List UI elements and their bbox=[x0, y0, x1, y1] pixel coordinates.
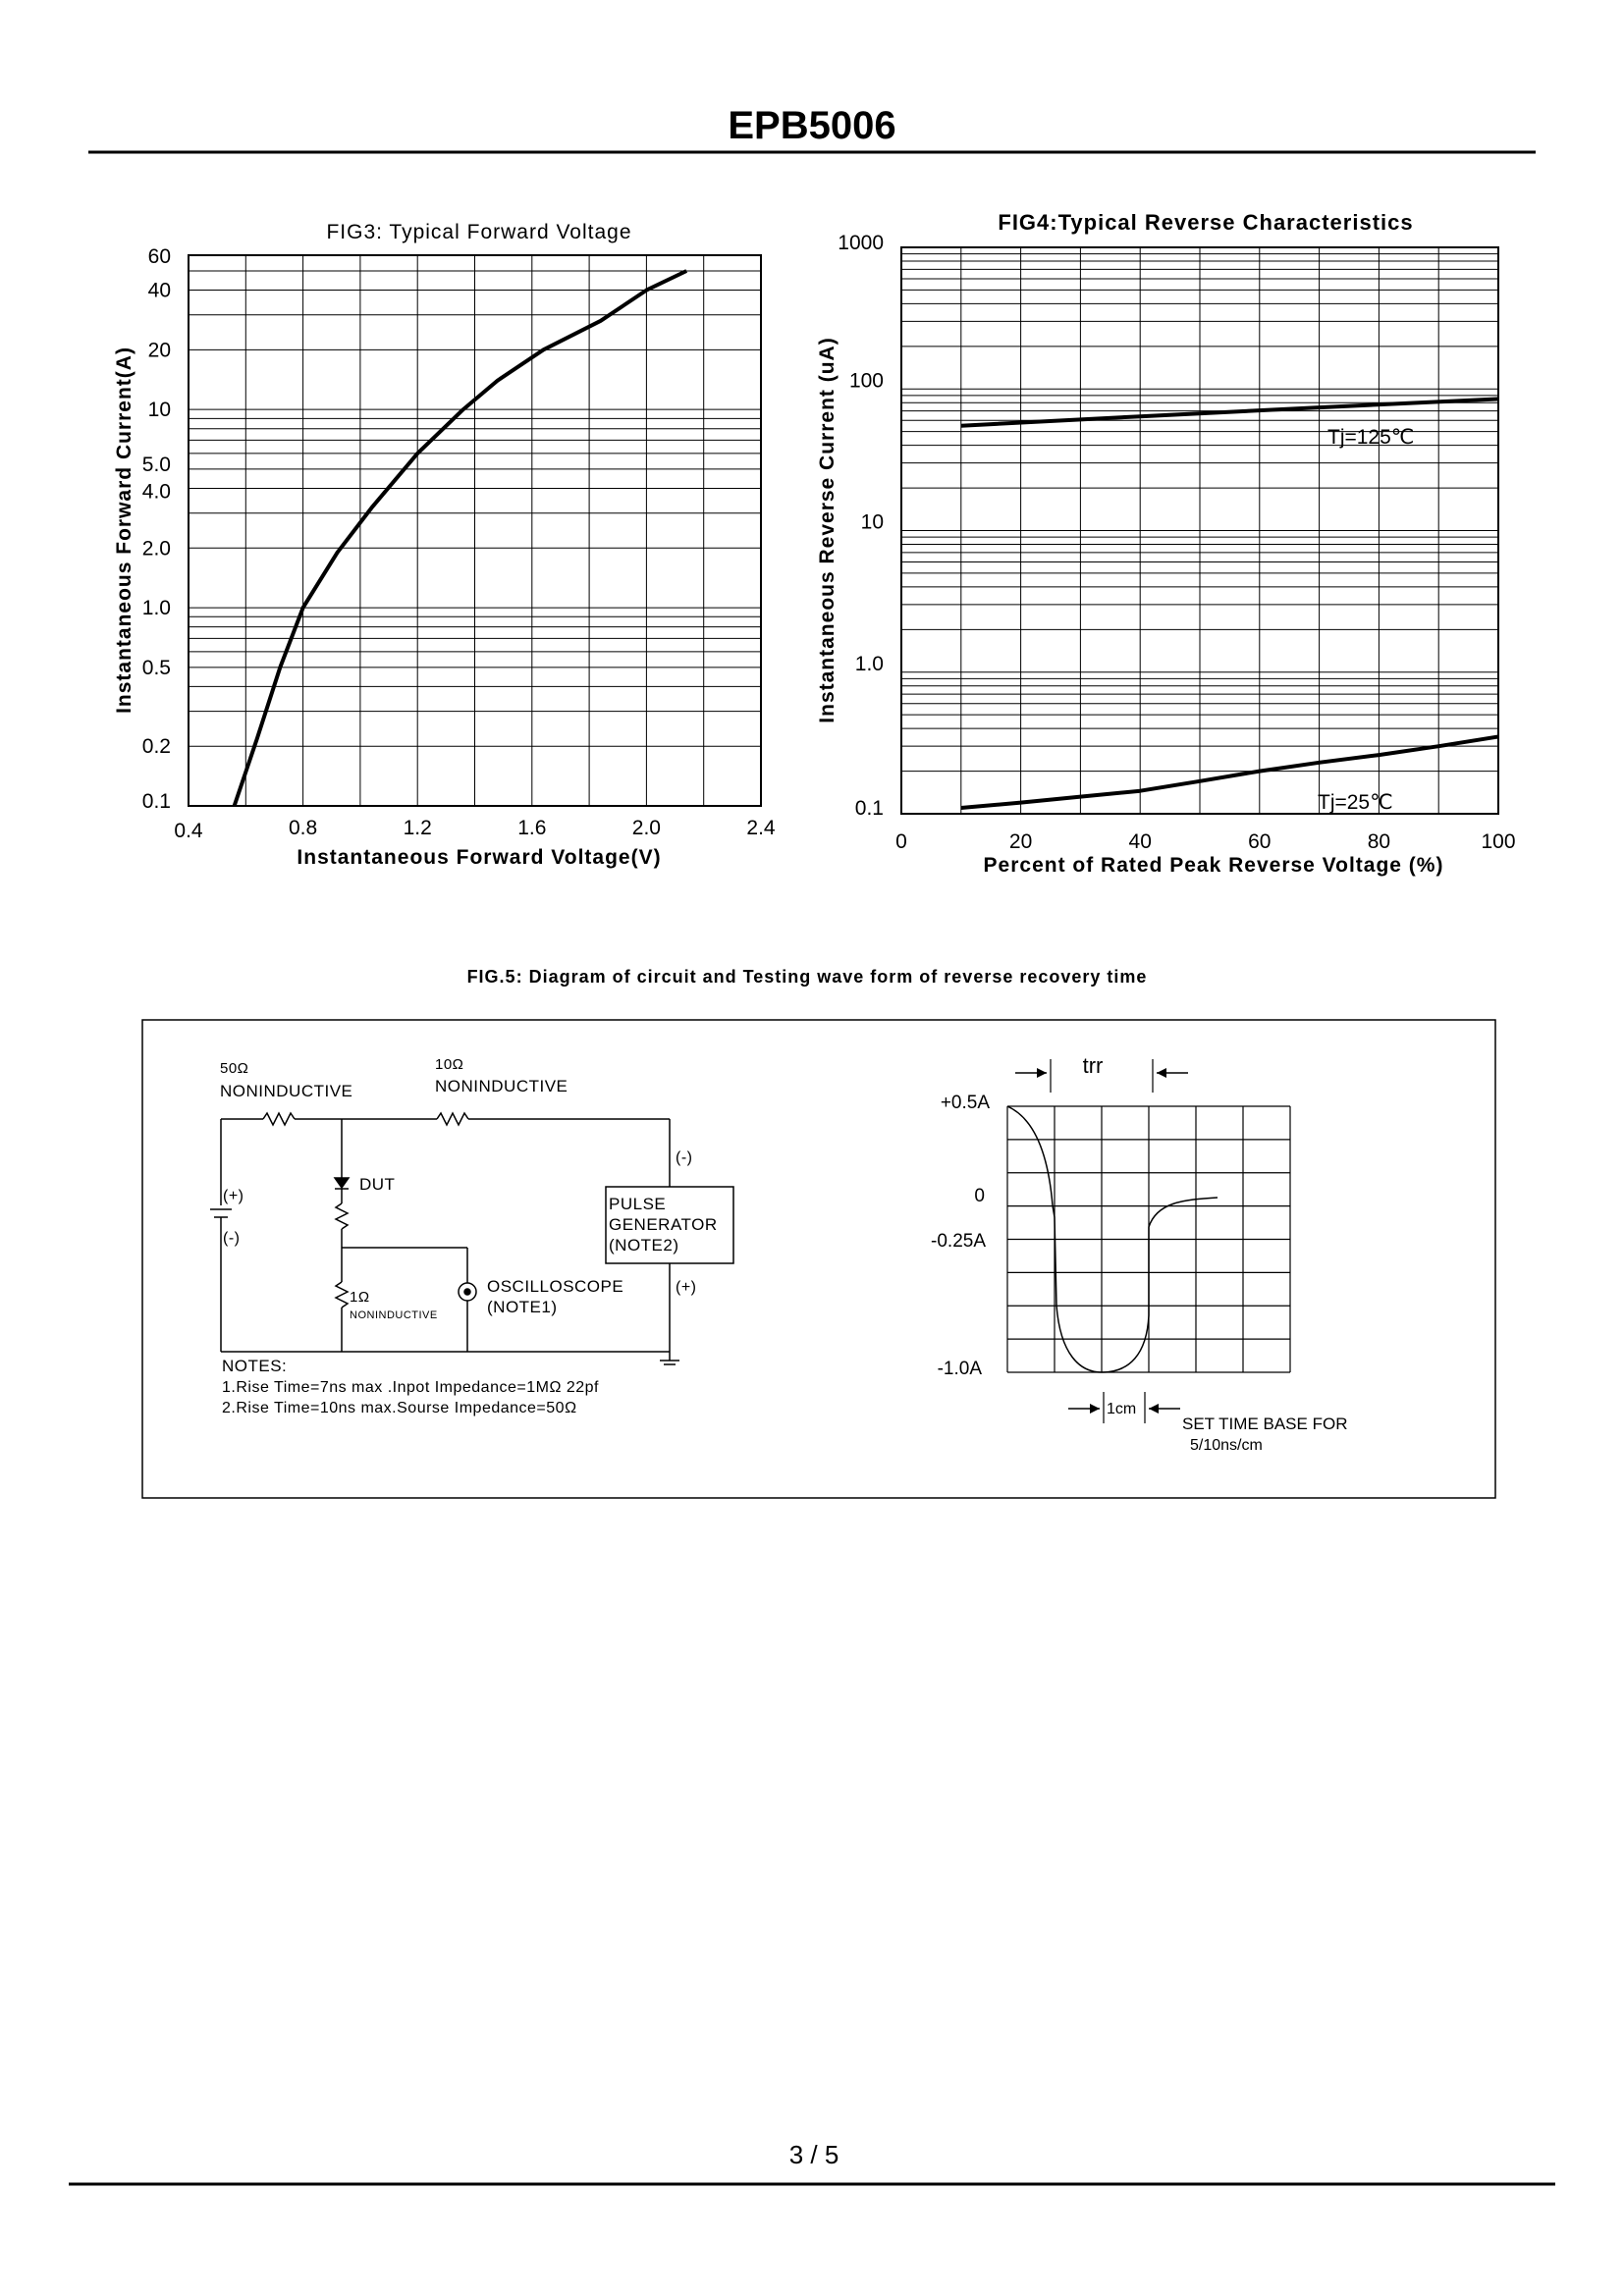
pulse-gen-line2: GENERATOR bbox=[609, 1215, 718, 1234]
fig4-ytick-label: 0.1 bbox=[854, 797, 884, 820]
notes-title: NOTES: bbox=[222, 1357, 288, 1375]
fig3-ytick-label: 0.5 bbox=[141, 656, 171, 679]
fig3-ytick-label: 1.0 bbox=[141, 597, 171, 620]
fig4-xtick-label: 20 bbox=[1008, 830, 1033, 853]
wave-ylabel-minus025: -0.25A bbox=[931, 1231, 986, 1252]
r50-type: NONINDUCTIVE bbox=[220, 1082, 353, 1100]
wave-ylabel-minus10: -1.0A bbox=[937, 1359, 982, 1379]
trr-label: trr bbox=[1082, 1053, 1104, 1078]
r10-value: 10Ω bbox=[435, 1056, 464, 1073]
fig3-title: FIG3: Typical Forward Voltage bbox=[326, 221, 632, 243]
resistor-1-symbol bbox=[336, 1282, 348, 1308]
fig4-chart bbox=[816, 210, 1516, 877]
dut-diode-symbol bbox=[335, 1178, 349, 1188]
page-title: EPB5006 bbox=[728, 104, 896, 147]
fig4-legend-tj125: Tj=125℃ bbox=[1327, 426, 1415, 449]
waveform-diagram bbox=[1007, 1059, 1290, 1423]
fig4-xlabel: Percent of Rated Peak Reverse Voltage (%) bbox=[983, 854, 1444, 877]
battery-plus: (+) bbox=[223, 1188, 244, 1204]
fig4-ytick-label: 1000 bbox=[838, 232, 884, 254]
fig3-forward-curve bbox=[235, 271, 687, 806]
wave-ylabel-plus05: +0.5A bbox=[940, 1093, 990, 1113]
fig3-ytick-label: 0.1 bbox=[141, 790, 171, 813]
fig3-ytick-label: 5.0 bbox=[141, 453, 171, 476]
fig3-xlabel: Instantaneous Forward Voltage(V) bbox=[297, 846, 662, 869]
dut-resistor-symbol bbox=[336, 1203, 348, 1229]
page-number: 3 / 5 bbox=[788, 2140, 839, 2169]
fig3-ytick-label: 4.0 bbox=[141, 480, 171, 504]
osc-label: OSCILLOSCOPE bbox=[487, 1277, 624, 1296]
r50-value: 50Ω bbox=[220, 1060, 249, 1077]
dut-label: DUT bbox=[359, 1175, 396, 1194]
fig3-ytick-label: 2.0 bbox=[141, 537, 171, 561]
pulse-gen-line3: (NOTE2) bbox=[609, 1236, 679, 1255]
fig3-xtick-label: 2.4 bbox=[746, 817, 776, 839]
fig3-xtick-label: 2.0 bbox=[631, 817, 662, 839]
fig4-ytick-label: 1.0 bbox=[854, 652, 884, 675]
fig4-ytick-label: 10 bbox=[860, 510, 884, 534]
fig3-ytick-label: 10 bbox=[147, 399, 171, 422]
resistor-50-symbol bbox=[263, 1113, 295, 1125]
fig4-xtick-label: 0 bbox=[895, 830, 907, 853]
fig3-ytick-label: 20 bbox=[147, 339, 171, 362]
r1-type: NONINDUCTIVE bbox=[350, 1309, 438, 1321]
wave-ylabel-zero: 0 bbox=[974, 1186, 985, 1206]
fig3-ytick-label: 60 bbox=[147, 245, 171, 268]
battery-minus: (-) bbox=[223, 1230, 241, 1247]
fig4-xtick-label: 100 bbox=[1481, 830, 1516, 853]
r1-value: 1Ω bbox=[350, 1289, 370, 1306]
fig3-ytick-label: 0.2 bbox=[141, 735, 171, 759]
fig3-ytick-label: 40 bbox=[147, 279, 171, 302]
resistor-10-symbol bbox=[437, 1113, 468, 1125]
generator-minus: (-) bbox=[676, 1149, 693, 1166]
one-cm-label: 1cm bbox=[1107, 1401, 1137, 1417]
r10-type: NONINDUCTIVE bbox=[435, 1077, 568, 1095]
timebase-line1: SET TIME BASE FOR bbox=[1182, 1415, 1348, 1433]
fig5-title: FIG.5: Diagram of circuit and Testing wave form of reverse recovery time bbox=[466, 967, 1148, 987]
note-2: 2.Rise Time=10ns max.Sourse Impedance=50Ω bbox=[222, 1400, 577, 1416]
timebase-line2: 5/10ns/cm bbox=[1190, 1437, 1263, 1454]
fig3-xtick-label: 1.2 bbox=[403, 817, 432, 839]
fig4-curve-tj25 bbox=[961, 737, 1498, 809]
fig4-ylabel: Instantaneous Reverse Current (uA) bbox=[816, 337, 839, 723]
pulse-gen-line1: PULSE bbox=[609, 1195, 667, 1213]
fig3-xtick-label: 0.8 bbox=[288, 817, 318, 839]
fig4-title: FIG4:Typical Reverse Characteristics bbox=[998, 210, 1414, 235]
fig4-legend-tj25: Tj=25℃ bbox=[1318, 791, 1393, 814]
note-1: 1.Rise Time=7ns max .Inpot Impedance=1MΩ 22pf bbox=[222, 1379, 599, 1396]
fig4-xtick-label: 80 bbox=[1367, 830, 1391, 853]
fig3-chart bbox=[113, 221, 776, 869]
fig3-ylabel: Instantaneous Forward Current(A) bbox=[113, 347, 135, 714]
fig4-xtick-label: 60 bbox=[1248, 830, 1272, 853]
fig4-xtick-label: 40 bbox=[1128, 830, 1152, 853]
fig4-ytick-label: 100 bbox=[848, 369, 884, 393]
fig3-xtick-label: 1.6 bbox=[517, 817, 547, 839]
fig3-xtick-label: 0.4 bbox=[174, 820, 203, 842]
generator-plus: (+) bbox=[676, 1279, 697, 1296]
osc-note: (NOTE1) bbox=[487, 1298, 558, 1316]
